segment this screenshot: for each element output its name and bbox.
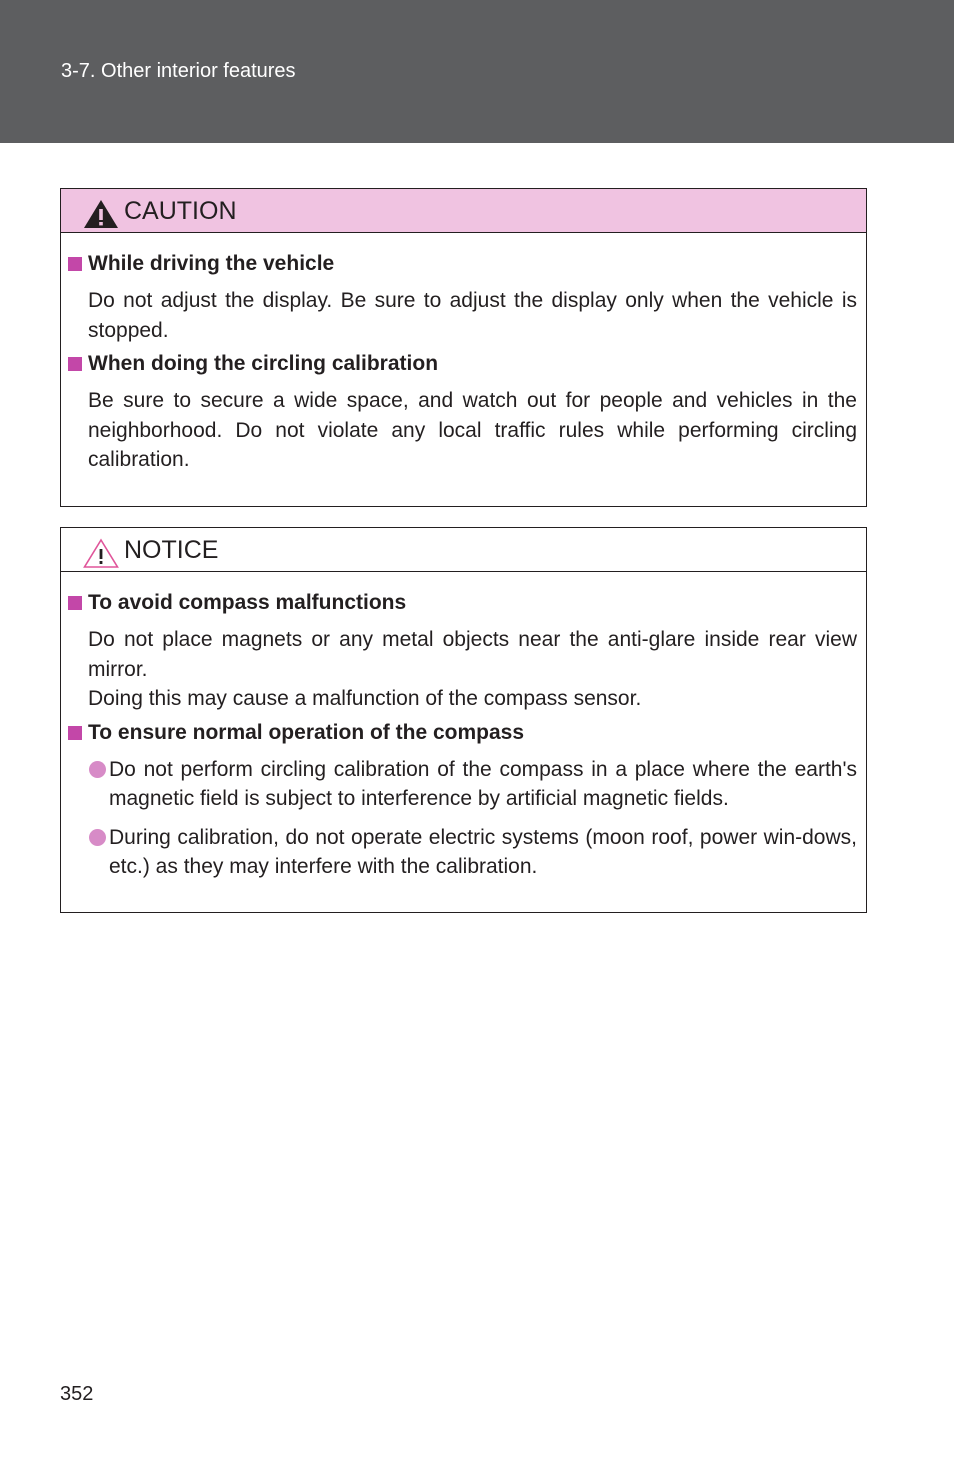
square-bullet-icon [68, 257, 82, 271]
square-bullet-icon [68, 726, 82, 740]
caution-body [61, 233, 866, 475]
section-label: 3-7. Other interior features [61, 60, 296, 82]
notice-header [61, 528, 866, 572]
heading-text: To avoid compass malfunctions [88, 591, 407, 614]
notice-heading-operation [68, 721, 857, 745]
notice-heading-malfunctions [68, 591, 857, 615]
list-item [68, 755, 857, 814]
warning-triangle-outline-icon [82, 537, 120, 569]
heading-text: While driving the vehicle [88, 252, 335, 275]
notice-title: NOTICE [124, 536, 219, 564]
circle-bullet-icon [89, 761, 106, 778]
square-bullet-icon [68, 596, 82, 610]
circle-bullet-icon [89, 829, 106, 846]
paragraph-line: Do not place magnets or any metal objects near the anti-glare inside rear view mirror. [88, 628, 857, 681]
page-number: 352 [60, 1383, 94, 1405]
caution-box [60, 188, 867, 507]
square-bullet-icon [68, 357, 82, 371]
list-item-text: During calibration, do not operate electric systems (moon roof, power win-dows, etc.) as they may interfere with the calibration. [109, 825, 857, 878]
warning-triangle-filled-icon [82, 198, 120, 230]
caution-heading-driving [68, 252, 857, 276]
caution-heading-calibration [68, 352, 857, 376]
list-item-text: Do not perform circling calibration of the compass in a place where the earth's magnetic field is subject to interference by artificial magnetic fields. [109, 757, 857, 810]
caution-text-driving: Do not adjust the display. Be sure to adjust the display only when the vehicle is stopped. [88, 289, 857, 342]
caution-title: CAUTION [124, 197, 237, 225]
heading-text: When doing the circling calibration [88, 352, 439, 375]
caution-text-calibration: Be sure to secure a wide space, and watch out for people and vehicles in the neighborhood. Do not violate any local traffic rules while performing circling calibration. [88, 389, 857, 471]
list-item [68, 823, 857, 882]
caution-header [61, 189, 866, 233]
notice-body [61, 572, 866, 882]
notice-text-malfunctions [68, 625, 857, 714]
heading-text: To ensure normal operation of the compass [88, 720, 525, 744]
page-header [0, 0, 954, 143]
paragraph-line: Doing this may cause a malfunction of the compass sensor. [88, 687, 642, 710]
notice-box [60, 527, 867, 913]
